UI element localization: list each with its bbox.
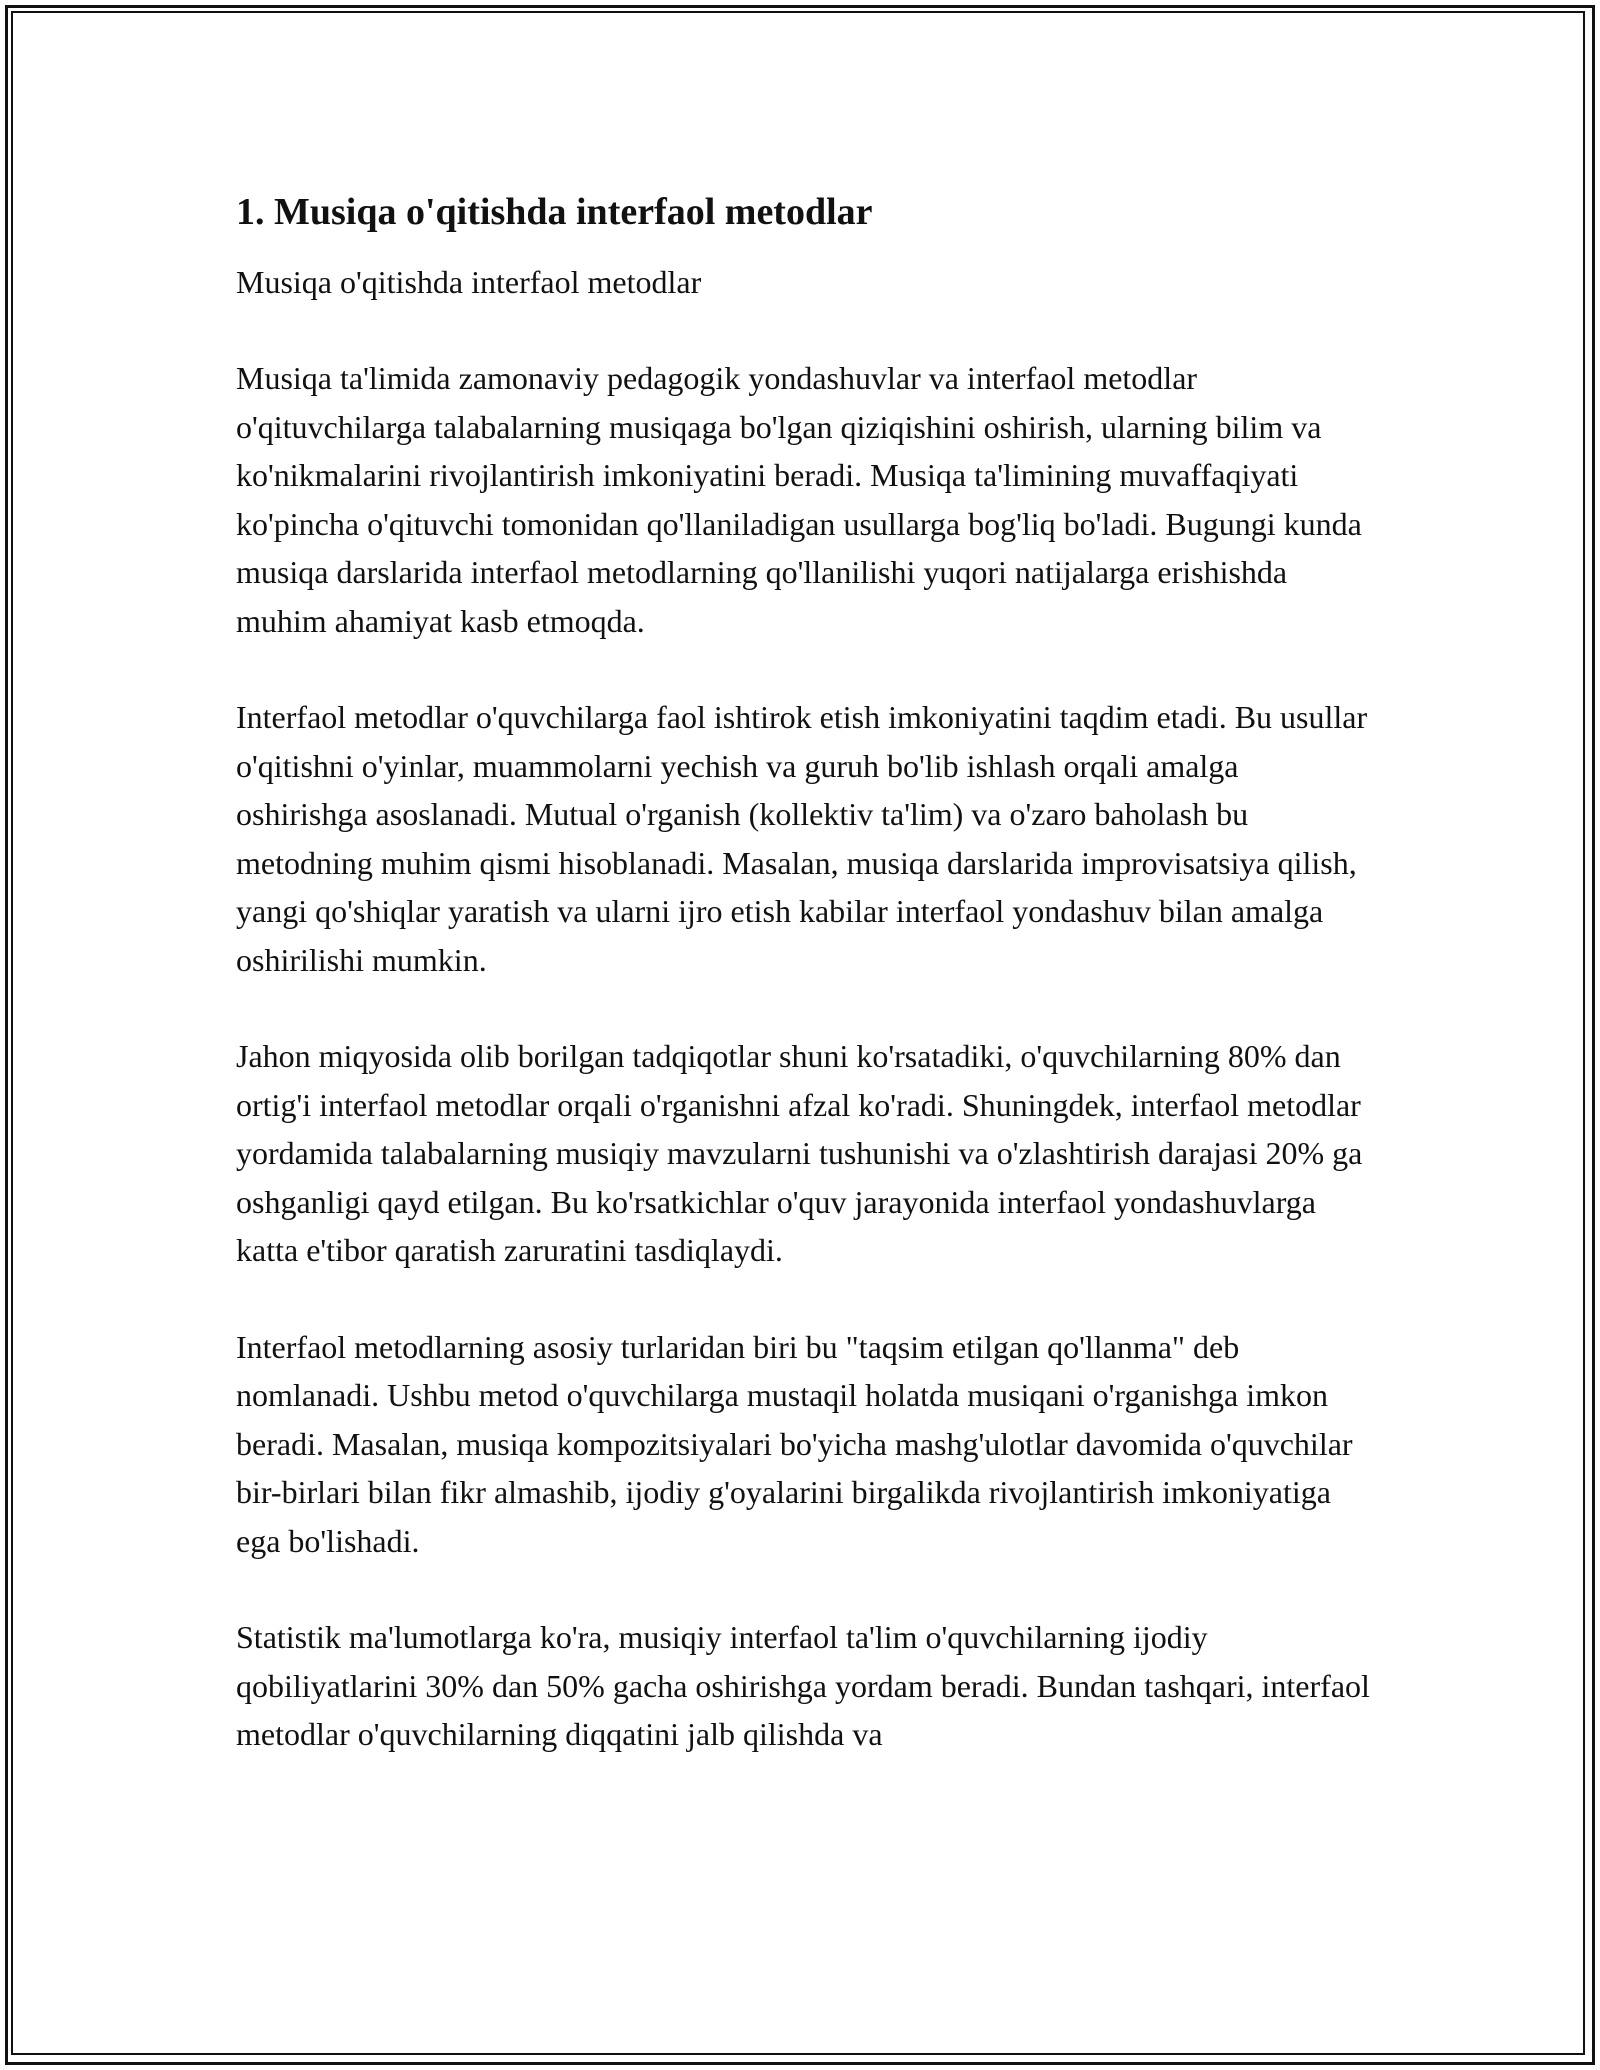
paragraph-5: Statistik ma'lumotlarga ko'ra, musiqiy interfaol ta'lim o'quvchilarning ijodiy qobiliyatlarini 30% dan 50% gacha oshirishga yordam beradi. Bundan tashqari, interfaol metodlar o'quvchilarning diqqatini jalb qilishda va (236, 1619, 1370, 1752)
document-body (236, 188, 1376, 1807)
section-subtitle: Musiqa o'qitishda interfaol metodlar (236, 264, 702, 300)
paragraph-1: Musiqa ta'limida zamonaviy pedagogik yondashuvlar va interfaol metodlar o'qituvchilarga talabalarning musiqaga bo'lgan qiziqishini oshirish, ularning bilim va ko'nikmalarini rivojlantirish imkoniyatini beradi. Musiqa ta'limining muvaffaqiyati ko'pincha o'qituvchi tomonidan qo'llaniladigan usullarga bog'liq bo'ladi. Bugungi kunda musiqa darslarida interfaol metodlarning qo'llanilishi yuqori natijalarga erishishda muhim ahamiyat kasb etmoqda. (236, 360, 1362, 639)
paragraph-2: Interfaol metodlar o'quvchilarga faol ishtirok etish imkoniyatini taqdim etadi. Bu usullar o'qitishni o'yinlar, muammolarni yechish va guruh bo'lib ishlash orqali amalga oshirishga asoslanadi. Mutual o'rganish (kollektiv ta'lim) va o'zaro baholash bu metodning muhim qismi hisoblanadi. Masalan, musiqa darslarida improvisatsiya qilish, yangi qo'shiqlar yaratish va ularni ijro etish kabilar interfaol yondashuv bilan amalga oshirilishi mumkin. (236, 699, 1368, 978)
paragraph-3: Jahon miqyosida olib borilgan tadqiqotlar shuni ko'rsatadiki, o'quvchilarning 80% dan ortig'i interfaol metodlar orqali o'rganishni afzal ko'radi. Shuningdek, interfaol metodlar yordamida talabalarning musiqiy mavzularni tushunishi va o'zlashtirish darajasi 20% ga oshganligi qayd etilgan. Bu ko'rsatkichlar o'quv jarayonida interfaol yondashuvlarga katta e'tibor qaratish zaruratini tasdiqlaydi. (236, 1038, 1363, 1268)
paragraph-4: Interfaol metodlarning asosiy turlaridan biri bu "taqsim etilgan qo'llanma" deb nomlanadi. Ushbu metod o'quvchilarga mustaqil holatda musiqani o'rganishga imkon beradi. Masalan, musiqa kompozitsiyalari bo'yicha mashg'ulotlar davomida o'quvchilar bir-birlari bilan fikr almashib, ijodiy g'oyalarini birgalikda rivojlantirish imkoniyatiga ega bo'lishadi. (236, 1328, 1353, 1559)
section-heading: 1. Musiqa o'qitishda interfaol metodlar (236, 191, 873, 233)
